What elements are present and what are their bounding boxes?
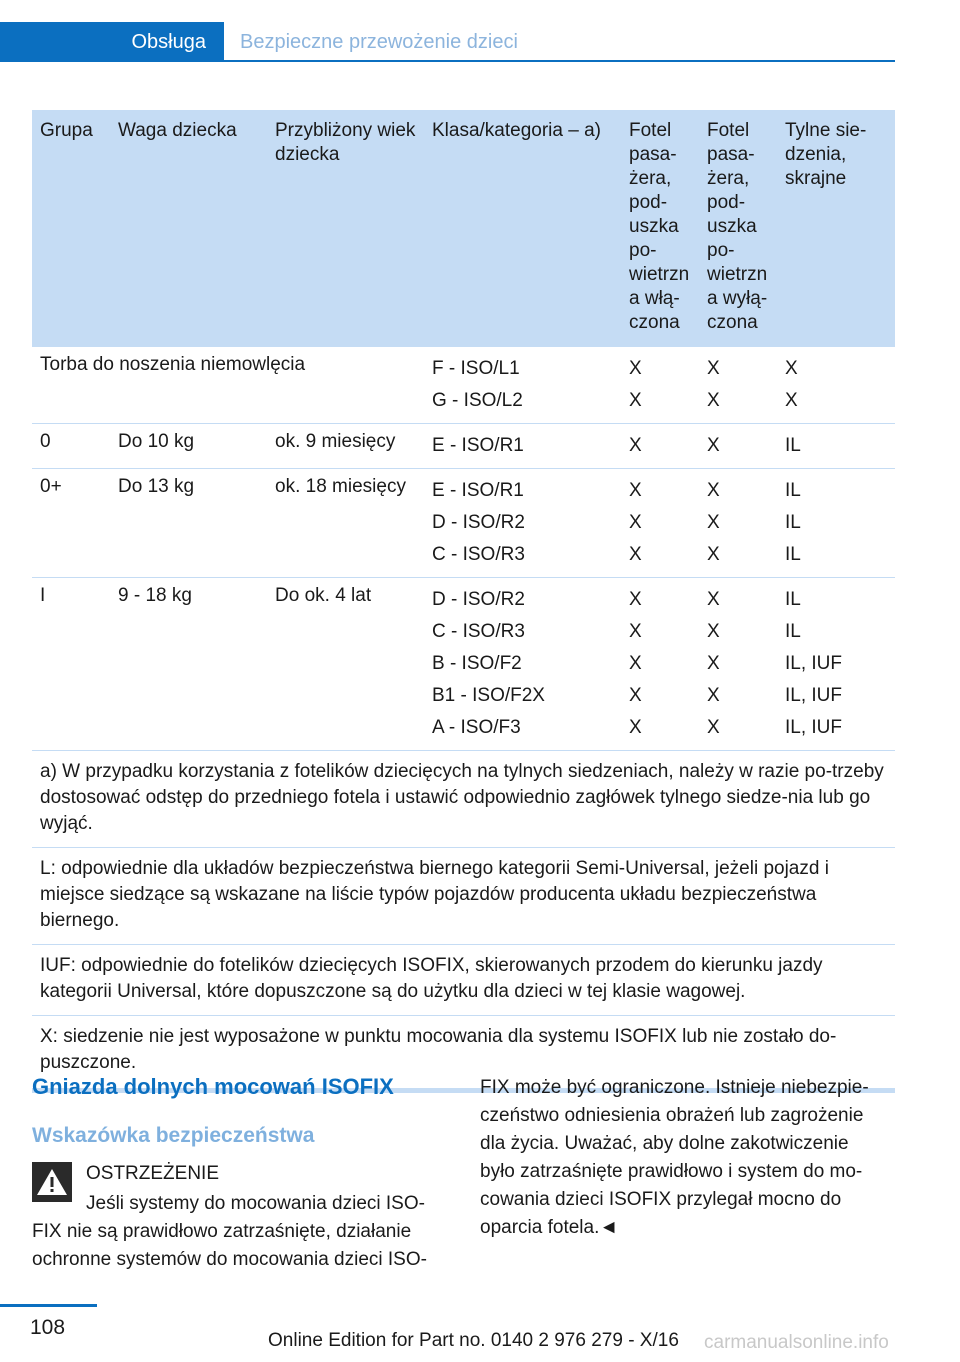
cell-airbag-off (699, 424, 777, 469)
cell-rear (777, 347, 895, 424)
table-row (32, 469, 895, 578)
note-iuf: IUF: odpowiednie do fotelików dziecięcych ISOFIX, skierowanych przodem do kierunku jazdy kategorii Universal, które dopuszczone są do użytku dla dzieci w tej klasie wagowej. (32, 945, 895, 1016)
table-row (32, 424, 895, 469)
cell-class (424, 469, 621, 578)
cell-class (424, 578, 621, 751)
col-header-passenger-airbag-off: Fotel pasa-żera, pod-uszka po-wietrzn a wyłą-czona (707, 120, 768, 333)
cell-class (424, 424, 621, 469)
cell-airbag-on (621, 347, 699, 424)
cell-rear (777, 424, 895, 469)
table-note-row (32, 945, 895, 1016)
cell-airbag-on-value: X (629, 589, 642, 610)
isofix-table (32, 110, 895, 1093)
cell-group: 0 (32, 424, 110, 469)
cell-airbag-off-value: X (707, 390, 720, 411)
table-row (32, 347, 895, 424)
cell-rear-value: IL (785, 544, 801, 565)
cell-airbag-on (621, 578, 699, 751)
edition-text: Online Edition for Part no. 0140 2 976 279 - X/16 (268, 1330, 679, 1351)
cell-airbag-on-value: X (629, 358, 642, 379)
cell-age: ok. 18 miesięcy (267, 469, 424, 578)
note-l: L: odpowiednie dla układów bezpieczeństwa biernego kategorii Semi-Universal, jeżeli pojazd i miejsce siedzące są wskazane na liście typów pojazdów producenta układu bezpieczeństwa biernego. (32, 848, 895, 945)
cell-airbag-off (699, 469, 777, 578)
page-header (0, 22, 895, 62)
cell-class-value: B1 - ISO/F2X (432, 685, 545, 706)
col-header-class: Klasa/kategoria – a) (432, 120, 601, 141)
cell-age: ok. 9 miesięcy (267, 424, 424, 469)
cell-group: Torba do noszenia niemowlęcia (32, 347, 424, 424)
warning-text: Jeśli systemy do mocowania dzieci ISO-FIX nie są prawidłowo zatrzaśnięte, działanie ochronne systemów do mocowania dzieci ISO- (32, 1193, 427, 1270)
cell-rear-value: IL (785, 435, 801, 456)
cell-class-value: D - ISO/R2 (432, 512, 525, 533)
cell-airbag-on-value: X (629, 512, 642, 533)
cell-airbag-off-value: X (707, 589, 720, 610)
cell-class-value: A - ISO/F3 (432, 717, 521, 738)
breadcrumb: Bezpieczne przewożenie dzieci (240, 30, 518, 53)
warning-label: OSTRZEŻENIE (86, 1163, 220, 1184)
cell-class-value: E - ISO/R1 (432, 435, 524, 456)
table-note-row (32, 848, 895, 945)
cell-weight: Do 10 kg (110, 424, 267, 469)
cell-airbag-on-value: X (629, 685, 642, 706)
cell-rear-value: IL (785, 621, 801, 642)
cell-airbag-on-value: X (629, 717, 642, 738)
cell-airbag-off (699, 347, 777, 424)
tab-obsluga: Obsługa (0, 22, 224, 62)
cell-rear-value: X (785, 358, 798, 379)
cell-airbag-off-value: X (707, 435, 720, 456)
cell-rear (777, 578, 895, 751)
cell-class-value: G - ISO/L2 (432, 390, 523, 411)
cell-rear-value: IL (785, 589, 801, 610)
col-header-passenger-airbag-on: Fotel pasa-żera, pod-uszka po-wietrzn a włą-czona (629, 120, 690, 333)
cell-class-value: F - ISO/L1 (432, 358, 520, 379)
cell-group: I (32, 578, 110, 751)
cell-group: 0+ (32, 469, 110, 578)
note-x: X: siedzenie nie jest wyposażone w punktu mocowania dla systemu ISOFIX lub nie zostało do-puszczone. (32, 1016, 895, 1091)
cell-rear-value: IL, IUF (785, 653, 843, 674)
cell-class-value: E - ISO/R1 (432, 480, 524, 501)
cell-airbag-on-value: X (629, 390, 642, 411)
cell-airbag-on-value: X (629, 621, 642, 642)
col-header-weight: Waga dziecka (118, 120, 237, 141)
cell-rear-value: IL, IUF (785, 717, 843, 738)
cell-class-value: C - ISO/R3 (432, 544, 525, 565)
section-subtitle: Wskazówka bezpieczeństwa (32, 1124, 315, 1147)
cell-airbag-on (621, 424, 699, 469)
cell-airbag-off-value: X (707, 621, 720, 642)
cell-rear-value: IL (785, 480, 801, 501)
page-number: 108 (30, 1316, 66, 1339)
table-header-row (32, 110, 895, 347)
cell-airbag-off (699, 578, 777, 751)
table-note-row (32, 751, 895, 848)
cell-rear-value: X (785, 390, 798, 411)
cell-class-value: B - ISO/F2 (432, 653, 522, 674)
warning-continuation: FIX może być ograniczone. Istnieje niebezpie-czeństwo odniesienia obrażeń lub zagrożenie dla życia. Uważać, aby dolne zakotwiczenie było zatrzaśnięte prawidłowo i system do mo-cowania dzieci ISOFIX przylegał mocno do oparcia fotela.◄ (480, 1077, 869, 1238)
cell-airbag-off-value: X (707, 685, 720, 706)
section-title: Gniazda dolnych mocowań ISOFIX (32, 1074, 394, 1099)
table-row (32, 578, 895, 751)
cell-airbag-off-value: X (707, 717, 720, 738)
cell-class-value: D - ISO/R2 (432, 589, 525, 610)
cell-airbag-on-value: X (629, 435, 642, 456)
cell-rear-value: IL, IUF (785, 685, 843, 706)
col-header-age: Przybliżony wiek dziecka (275, 120, 416, 165)
cell-rear (777, 469, 895, 578)
cell-airbag-on-value: X (629, 653, 642, 674)
cell-weight: Do 13 kg (110, 469, 267, 578)
footer-accent-line (0, 1304, 97, 1307)
col-header-group: Grupa (40, 120, 93, 141)
col-header-rear-outer: Tylne sie-dzenia, skrajne (785, 120, 867, 189)
cell-airbag-off-value: X (707, 358, 720, 379)
watermark: carmanualsonline.info (704, 1332, 889, 1353)
cell-airbag-off-value: X (707, 480, 720, 501)
cell-airbag-off-value: X (707, 544, 720, 565)
cell-airbag-off-value: X (707, 512, 720, 533)
cell-weight: 9 - 18 kg (110, 578, 267, 751)
cell-airbag-off-value: X (707, 653, 720, 674)
cell-class (424, 347, 621, 424)
cell-rear-value: IL (785, 512, 801, 533)
cell-airbag-on-value: X (629, 544, 642, 565)
cell-airbag-on (621, 469, 699, 578)
cell-age: Do ok. 4 lat (267, 578, 424, 751)
cell-airbag-on-value: X (629, 480, 642, 501)
cell-class-value: C - ISO/R3 (432, 621, 525, 642)
header-divider (0, 60, 895, 62)
note-a: a) W przypadku korzystania z fotelików dziecięcych na tylnych siedzeniach, należy w razie po-trzeby dostosować odstęp do przedniego fotela i ustawić odpowiednio zagłówek tylnego siedze-nia lub go wyjąć. (32, 751, 895, 848)
